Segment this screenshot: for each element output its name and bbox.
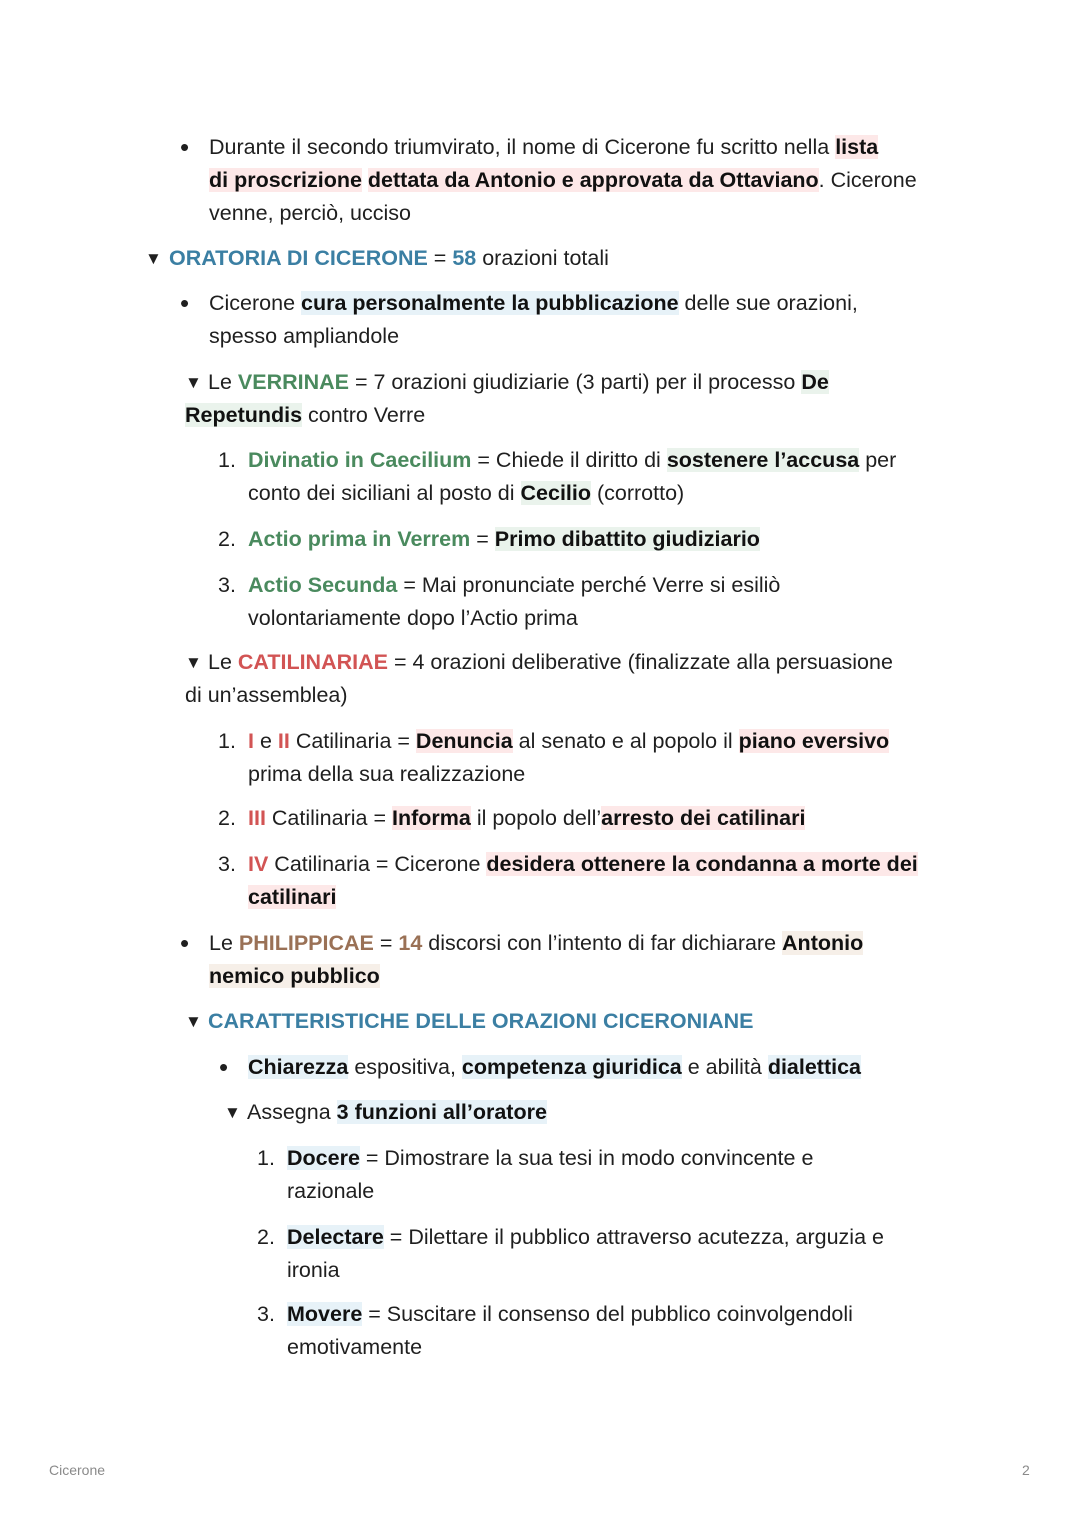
bullet-icon: • xyxy=(180,288,190,318)
list-item xyxy=(248,523,760,556)
text: e xyxy=(253,729,278,753)
roman-numeral: III xyxy=(248,806,266,830)
text: razionale xyxy=(287,1179,375,1203)
text: Le xyxy=(209,931,239,955)
text: emotivamente xyxy=(287,1335,423,1359)
text: = xyxy=(470,527,495,551)
highlight: Movere xyxy=(287,1302,363,1326)
text: = Mai pronunciate perché Verre si esiliò xyxy=(397,573,781,597)
item-title: Actio prima in Verrem xyxy=(248,527,471,551)
list-number: 1. xyxy=(218,729,236,753)
verrinae-heading xyxy=(185,366,829,432)
highlight: Cecilio xyxy=(520,481,591,505)
count: 58 xyxy=(452,246,477,270)
list-number: 3. xyxy=(218,852,236,876)
list-number: 2. xyxy=(257,1225,275,1249)
text: (corrotto) xyxy=(591,481,685,505)
highlight: competenza giuridica xyxy=(461,1055,682,1079)
list-item xyxy=(248,444,896,510)
text: al senato e al popolo il xyxy=(512,729,739,753)
philippicae-paragraph xyxy=(209,927,863,993)
text: e abilità xyxy=(681,1055,768,1079)
text: il popolo dell’ xyxy=(470,806,602,830)
section-title: VERRINAE xyxy=(237,370,349,394)
bullet-icon: • xyxy=(180,132,190,162)
footer-title: Cicerone xyxy=(49,1462,106,1478)
highlight: Informa xyxy=(392,806,471,830)
text: conto dei siciliani al posto di xyxy=(248,481,521,505)
toggle-triangle-icon[interactable]: ▼ xyxy=(185,653,202,672)
caratteristiche-heading xyxy=(208,1005,753,1038)
text: Le xyxy=(208,650,238,674)
text: delle sue orazioni, xyxy=(678,291,858,315)
chiarezza-paragraph xyxy=(248,1051,861,1084)
list-number: 1. xyxy=(257,1146,275,1170)
list-item xyxy=(287,1142,813,1208)
section-title: PHILIPPICAE xyxy=(238,931,374,955)
bullet-icon: • xyxy=(219,1052,229,1082)
list-number: 1. xyxy=(218,448,236,472)
text: = Dimostrare la sua tesi in modo convincente e xyxy=(359,1146,814,1170)
text: = Dilettare il pubblico attraverso acutezza, arguzia e xyxy=(383,1225,884,1249)
highlight: di proscrizione xyxy=(209,168,362,192)
text: discorsi con l’intento di far dichiarare xyxy=(422,931,783,955)
list-number: 3. xyxy=(257,1302,275,1326)
text: = xyxy=(427,246,453,270)
highlight: dettata da Antonio e approvata da Ottaviano xyxy=(367,168,819,192)
highlight: Repetundis xyxy=(185,403,303,427)
catilinariae-heading xyxy=(185,646,893,712)
highlight: Chiarezza xyxy=(248,1055,349,1079)
text: = Suscitare il consenso del pubblico coinvolgendoli xyxy=(362,1302,853,1326)
item-title: Divinatio in Caecilium xyxy=(248,448,472,472)
text: orazioni totali xyxy=(476,246,609,270)
item-title: Actio Secunda xyxy=(248,573,398,597)
list-item xyxy=(287,1221,884,1287)
highlight: dialettica xyxy=(767,1055,862,1079)
highlight: cura personalmente la pubblicazione xyxy=(301,291,679,315)
section-title: CARATTERISTICHE DELLE ORAZIONI CICERONIANE xyxy=(208,1009,754,1033)
toggle-triangle-icon[interactable]: ▼ xyxy=(145,249,162,268)
list-item xyxy=(248,725,889,791)
highlight: arresto dei catilinari xyxy=(601,806,806,830)
list-item xyxy=(248,802,805,835)
text: ironia xyxy=(287,1258,340,1282)
roman-numeral: IV xyxy=(248,852,269,876)
text: prima della sua realizzazione xyxy=(248,762,526,786)
text: = 4 orazioni deliberative (finalizzate alla persuasione xyxy=(387,650,893,674)
highlight: Primo dibattito giudiziario xyxy=(494,527,760,551)
highlight: sostenere l’accusa xyxy=(666,448,860,472)
list-item xyxy=(248,569,780,635)
highlight: catilinari xyxy=(248,885,337,909)
page-number: 2 xyxy=(1022,1462,1030,1478)
text: = Chiede il diritto di xyxy=(471,448,667,472)
list-number: 3. xyxy=(218,573,236,597)
text: espositiva, xyxy=(348,1055,462,1079)
toggle-triangle-icon[interactable]: ▼ xyxy=(185,1012,202,1031)
list-number: 2. xyxy=(218,806,236,830)
list-item xyxy=(287,1298,853,1364)
text: per xyxy=(859,448,897,472)
highlight: desidera ottenere la condanna a morte dei xyxy=(486,852,918,876)
triumvirato-paragraph xyxy=(209,131,917,230)
list-number: 2. xyxy=(218,527,236,551)
text: volontariamente dopo l’Actio prima xyxy=(248,606,578,630)
section-title: ORATORIA DI CICERONE xyxy=(169,246,428,270)
highlight: nemico pubblico xyxy=(209,964,380,988)
text: = xyxy=(373,931,399,955)
text: Catilinaria = xyxy=(265,806,392,830)
assegna-heading xyxy=(247,1096,547,1129)
text: Le xyxy=(208,370,238,394)
text: contro Verre xyxy=(302,403,426,427)
text: Catilinaria = Cicerone xyxy=(268,852,487,876)
text: Catilinaria = xyxy=(289,729,416,753)
section-title: CATILINARIAE xyxy=(237,650,388,674)
text: spesso ampliandole xyxy=(209,324,400,348)
toggle-triangle-icon[interactable]: ▼ xyxy=(185,373,202,392)
highlight: 3 funzioni all’oratore xyxy=(336,1100,547,1124)
highlight: piano eversivo xyxy=(738,729,890,753)
text: Cicerone xyxy=(209,291,302,315)
highlight: De xyxy=(801,370,829,394)
roman-numeral: I xyxy=(248,729,254,753)
roman-numeral: II xyxy=(277,729,290,753)
highlight: Denuncia xyxy=(415,729,513,753)
highlight: Docere xyxy=(287,1146,360,1170)
highlight: Antonio xyxy=(782,931,864,955)
text: = 7 orazioni giudiziarie (3 parti) per il processo xyxy=(349,370,802,394)
text: . Cicerone xyxy=(818,168,917,192)
highlight: Delectare xyxy=(287,1225,384,1249)
oratoria-heading xyxy=(169,242,609,275)
pubblicazione-paragraph xyxy=(209,287,858,353)
text: Durante il secondo triumvirato, il nome di Cicerone fu scritto nella xyxy=(209,135,830,159)
text: venne, perciò, ucciso xyxy=(209,201,411,225)
count: 14 xyxy=(398,931,423,955)
toggle-triangle-icon[interactable]: ▼ xyxy=(224,1103,241,1122)
bullet-icon: • xyxy=(180,928,190,958)
list-item xyxy=(248,848,918,914)
text: di un’assemblea) xyxy=(185,683,348,707)
highlight: lista xyxy=(835,135,879,159)
text: Assegna xyxy=(247,1100,337,1124)
